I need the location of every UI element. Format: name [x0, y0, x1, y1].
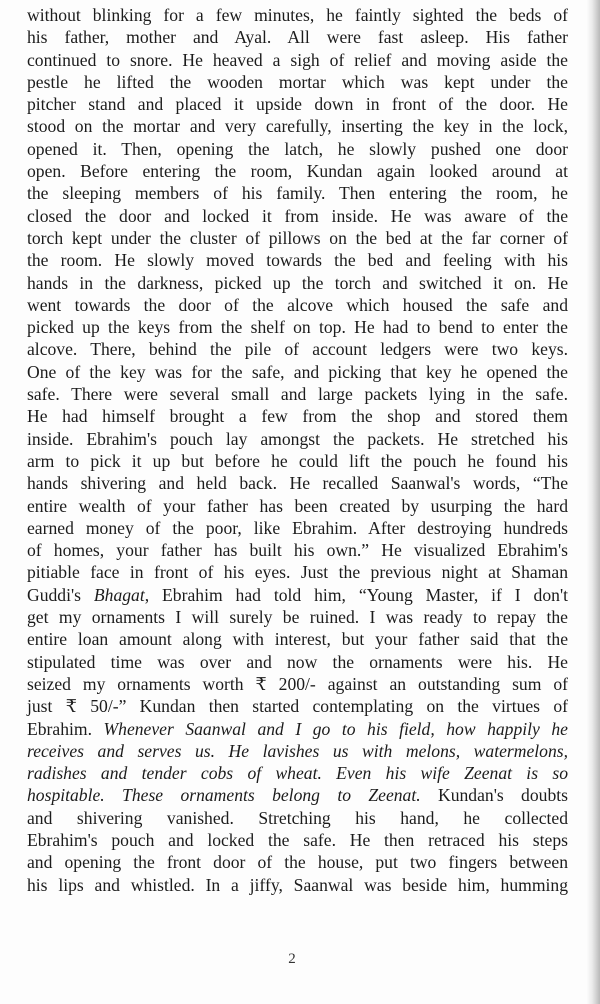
text-line — [27, 49, 568, 71]
text-line — [27, 651, 568, 673]
text-segment: Ebrahim's pouch and locked the safe. He then retraced his steps — [27, 829, 568, 850]
text-segment: inside. Ebrahim's pouch lay amongst the packets. He stretched his — [27, 428, 568, 449]
text-segment: the sleeping members of his family. Then entering the room, he — [27, 183, 568, 204]
text-segment: hands in the darkness, picked up the torch and switched it on. He — [27, 272, 568, 293]
text-line — [27, 874, 568, 896]
text-line — [27, 4, 568, 26]
italic-text: Whenever Saanwal and I go to his field, how happily he — [103, 718, 568, 739]
text-line — [27, 405, 568, 427]
text-segment: stipulated time was over and now the ornaments were his. He — [27, 651, 568, 672]
text-line — [27, 272, 568, 294]
text-segment: the room. He slowly moved towards the bed and feeling with his — [27, 250, 568, 271]
text-line — [27, 495, 568, 517]
italic-text: radishes and tender cobs of wheat. Even his wife Zeenat is so — [27, 763, 568, 784]
text-line — [27, 561, 568, 583]
text-segment: continued to snore. He heaved a sigh of relief and moving aside the — [27, 49, 568, 70]
text-segment: entire loan amount along with interest, but your father said that the — [27, 629, 568, 650]
text-line — [27, 584, 568, 606]
body-text — [27, 4, 568, 896]
text-line — [27, 851, 568, 873]
text-segment: pitiable face in front of his eyes. Just the previous night at Shaman — [27, 562, 568, 583]
text-line — [27, 205, 568, 227]
text-line — [27, 673, 568, 695]
text-segment: closed the door and locked it from inside. He was aware of the — [27, 205, 568, 226]
italic-text: receives and serves us. He lavishes us with melons, watermelons, — [27, 740, 568, 761]
text-line — [27, 138, 568, 160]
text-line — [27, 539, 568, 561]
text-segment: torch kept under the cluster of pillows on the bed at the far corner of — [27, 227, 568, 248]
text-segment: opened it. Then, opening the latch, he slowly pushed one door — [27, 138, 568, 159]
text-line — [27, 93, 568, 115]
text-segment: safe. There were several small and large packets lying in the safe. — [27, 384, 568, 405]
text-segment: He had himself brought a few from the shop and stored them — [27, 406, 568, 427]
text-segment: his lips and whistled. In a jiffy, Saanwal was beside him, humming — [27, 874, 568, 895]
text-segment: alcove. There, behind the pile of account ledgers were two keys. — [27, 339, 568, 360]
text-line — [27, 517, 568, 539]
text-line — [27, 182, 568, 204]
text-segment: earned money of the poor, like Ebrahim. After destroying hundreds — [27, 517, 568, 538]
text-line — [27, 361, 568, 383]
text-segment: picked up the keys from the shelf on top. He had to bend to enter the — [27, 317, 568, 338]
text-line — [27, 606, 568, 628]
text-segment: seized my ornaments worth ₹ 200/- against an outstanding sum of — [27, 673, 568, 694]
text-line — [27, 115, 568, 137]
text-segment: One of the key was for the safe, and picking that key he opened the — [27, 361, 568, 382]
text-segment: , Ebrahim had told him, “Young Master, if I don't — [144, 584, 568, 605]
text-line — [27, 472, 568, 494]
text-line — [27, 71, 568, 93]
text-segment: went towards the door of the alcove which housed the safe and — [27, 294, 568, 315]
text-line — [27, 383, 568, 405]
text-line — [27, 807, 568, 829]
text-segment: Kundan's doubts — [420, 785, 568, 806]
text-segment: his father, mother and Ayal. All were fast asleep. His father — [27, 27, 568, 48]
text-line — [27, 829, 568, 851]
text-line — [27, 762, 568, 784]
italic-text: hospitable. These ornaments belong to Zeenat. — [27, 785, 421, 806]
text-segment: just ₹ 50/-” Kundan then started contemplating on the virtues of — [27, 696, 568, 717]
text-line — [27, 628, 568, 650]
text-segment: get my ornaments I will surely be ruined. I was ready to repay the — [27, 607, 568, 628]
text-line — [27, 316, 568, 338]
text-segment: pestle he lifted the wooden mortar which was kept under the — [27, 71, 568, 92]
text-line — [27, 160, 568, 182]
scan-edge-shadow — [586, 0, 600, 1004]
text-segment: pitcher stand and placed it upside down in front of the door. He — [27, 94, 568, 115]
text-segment: and shivering vanished. Stretching his hand, he collected — [27, 807, 568, 828]
text-segment: Guddi's — [27, 584, 94, 605]
text-segment: arm to pick it up but before he could lift the pouch he found his — [27, 450, 568, 471]
text-line — [27, 26, 568, 48]
text-segment: stood on the mortar and very carefully, inserting the key in the lock, — [27, 116, 568, 137]
page-number: 2 — [288, 951, 296, 967]
text-line — [27, 338, 568, 360]
text-line — [27, 294, 568, 316]
text-line — [27, 428, 568, 450]
text-segment: hands shivering and held back. He recalled Saanwal's words, “The — [27, 473, 568, 494]
text-line — [27, 718, 568, 740]
text-segment: entire wealth of your father has been created by usurping the hard — [27, 495, 568, 516]
text-line — [27, 227, 568, 249]
text-line — [27, 695, 568, 717]
text-line — [27, 249, 568, 271]
text-segment: of homes, your father has built his own.” He visualized Ebrahim's — [27, 540, 568, 561]
text-segment: and opening the front door of the house, put two fingers between — [27, 852, 568, 873]
text-segment: open. Before entering the room, Kundan again looked around at — [27, 161, 568, 182]
text-line — [27, 784, 568, 806]
text-segment: Ebrahim. — [27, 718, 104, 739]
italic-text: Bhagat — [93, 584, 145, 605]
text-segment: without blinking for a few minutes, he faintly sighted the beds of — [27, 5, 568, 25]
text-line — [27, 450, 568, 472]
text-line — [27, 740, 568, 762]
